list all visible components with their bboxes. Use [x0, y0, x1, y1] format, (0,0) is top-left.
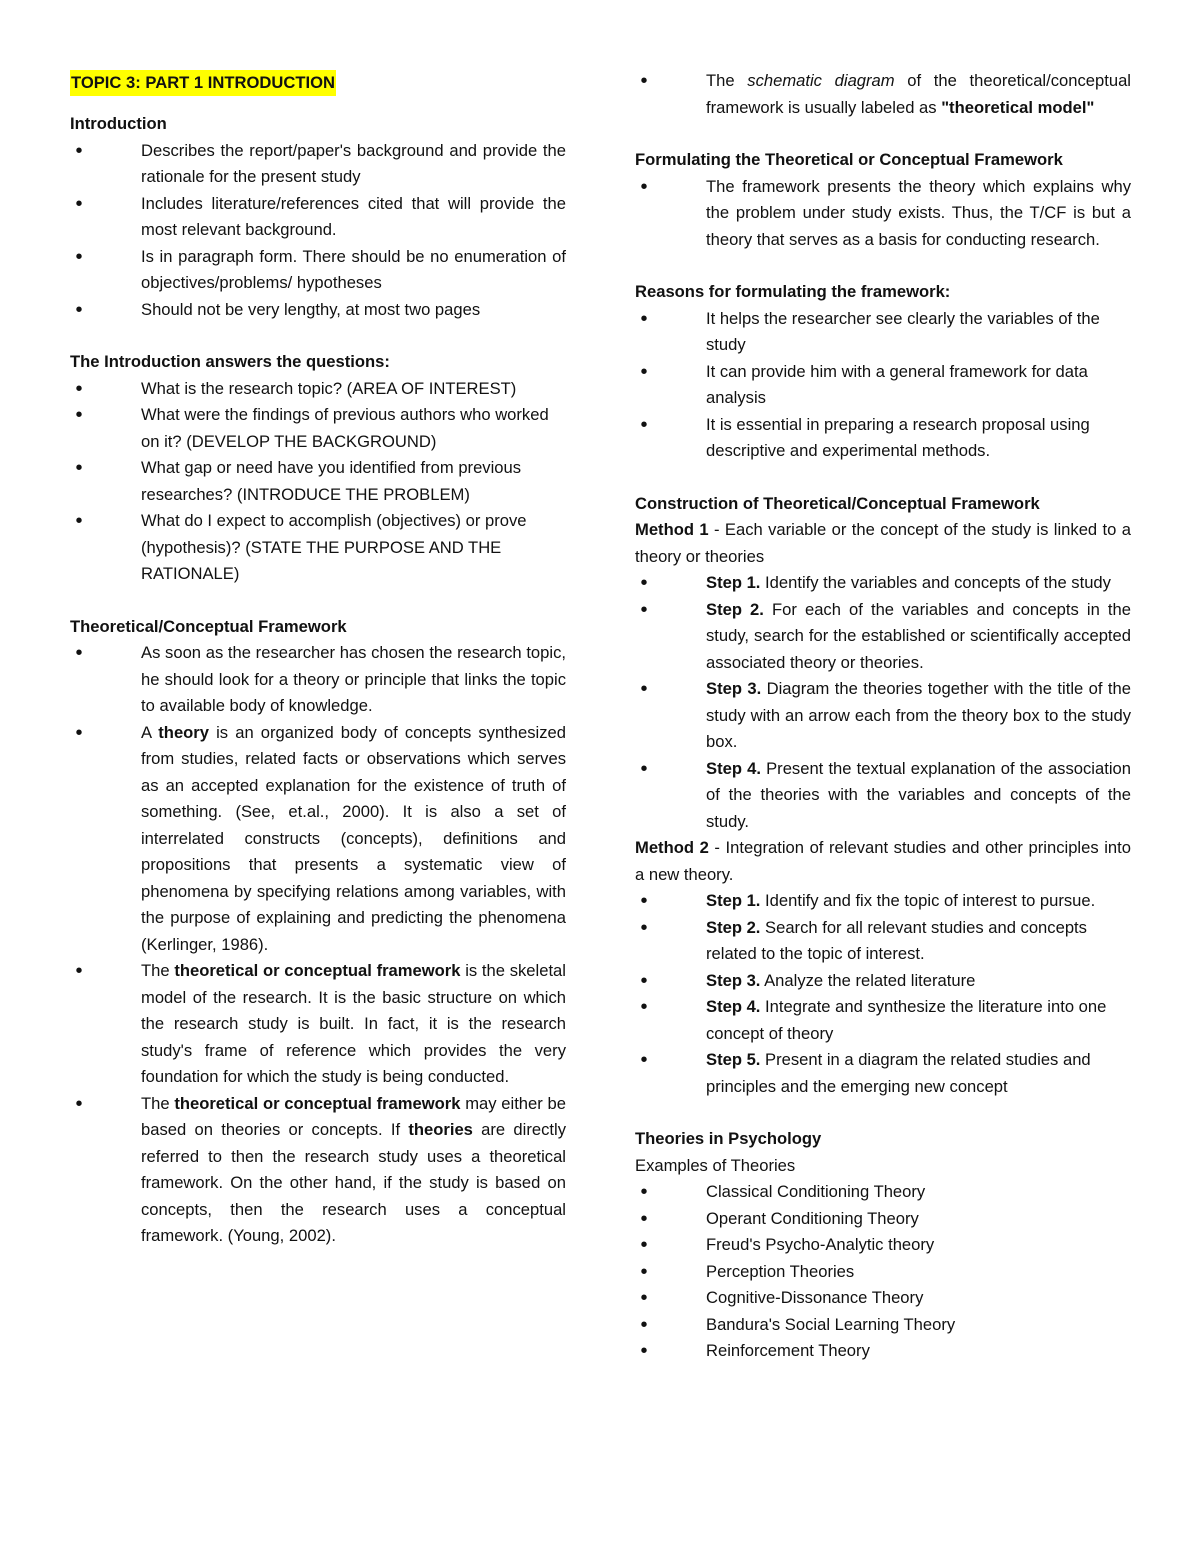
list-item: • Is in paragraph form. There should be no enumeration of objectives/problems/ hypotheses: [70, 244, 566, 297]
list-item: • Operant Conditioning Theory: [635, 1206, 1131, 1233]
construction-heading: Construction of Theoretical/Conceptual Framework: [635, 493, 1040, 513]
list-item: • Step 4. Integrate and synthesize the literature into one concept of theory: [635, 994, 1131, 1047]
construction-section: [635, 491, 1131, 1101]
questions-list: [70, 376, 566, 588]
introduction-heading: Introduction: [70, 114, 167, 133]
list-item: • Step 5. Present in a diagram the related studies and principles and the emerging new concept: [635, 1047, 1131, 1100]
list-item: • Step 1. Identify the variables and concepts of the study: [635, 570, 1131, 597]
list-item: • Includes literature/references cited that will provide the most relevant background.: [70, 191, 566, 244]
list-item: • What is the research topic? (AREA OF INTEREST): [70, 376, 566, 403]
list-item: • Classical Conditioning Theory: [635, 1179, 1131, 1206]
introduction-section: [70, 111, 566, 323]
list-item: • It can provide him with a general framework for data analysis: [635, 359, 1131, 412]
theories-heading: Theories in Psychology: [635, 1129, 822, 1148]
schematic-list: [635, 68, 1131, 121]
list-item: • Should not be very lengthy, at most two pages: [70, 297, 566, 324]
method2-paragraph: Method 2 - Integration of relevant studies and other principles into a new theory.: [635, 838, 1131, 884]
framework-section: [70, 614, 566, 1250]
reasons-list: [635, 306, 1131, 465]
list-item: • Step 2. For each of the variables and concepts in the study, search for the established or scientifically accepted associated theory or theories.: [635, 597, 1131, 677]
formulating-section: [635, 147, 1131, 253]
list-item: • What gap or need have you identified from previous researches? (INTRODUCE THE PROBLEM): [70, 455, 566, 508]
list-item: • What do I expect to accomplish (objectives) or prove (hypothesis)? (STATE THE PURPOSE AND THE RATIONALE): [70, 508, 566, 588]
list-item: • Step 1. Identify and fix the topic of interest to pursue.: [635, 888, 1131, 915]
formulating-heading: Formulating the Theoretical or Conceptual Framework: [635, 150, 1063, 169]
method2-steps: [635, 888, 1131, 1100]
reasons-section: [635, 279, 1131, 465]
list-item: • Step 2. Search for all relevant studies and concepts related to the topic of interest.: [635, 915, 1131, 968]
reasons-heading: Reasons for formulating the framework:: [635, 282, 951, 301]
list-item: • Freud's Psycho-Analytic theory: [635, 1232, 1131, 1259]
left-column: [70, 70, 566, 1250]
page-title: TOPIC 3: PART 1 INTRODUCTION: [70, 70, 336, 96]
method1-steps: [635, 570, 1131, 835]
right-column: [635, 68, 1131, 1365]
list-item: • The framework presents the theory which explains why the problem under study exists. Thus, the T/CF is but a theory that serves as a basis for conducting research.: [635, 174, 1131, 254]
introduction-list: [70, 138, 566, 324]
list-item: • The theoretical or conceptual framework is the skeletal model of the research. It is the basic structure on which the research study is built. In fact, it is the research study's frame of reference which provides the very foundation for which the study is being conducted.: [70, 958, 566, 1091]
questions-section: [70, 349, 566, 588]
list-item: • A theory is an organized body of concepts synthesized from studies, related facts or observations which serves as an accepted explanation for the existence of truth of something. (See, et.al., 2000). It is also a set of interrelated constructs (concepts), definitions and propositions that presents a systematic view of phenomena by specifying relations among variables, with the purpose of explaining and predicting the phenomena (Kerlinger, 1986).: [70, 720, 566, 959]
theories-section: [635, 1126, 1131, 1365]
list-item: • Perception Theories: [635, 1259, 1131, 1286]
list-item: • Cognitive-Dissonance Theory: [635, 1285, 1131, 1312]
formulating-list: [635, 174, 1131, 254]
list-item: • The theoretical or conceptual framework may either be based on theories or concepts. If theories are directly referred to then the research study uses a theoretical framework. On the other hand, if the study is based on concepts, then the research uses a conceptual framework. (Young, 2002).: [70, 1091, 566, 1250]
list-item: • Step 3. Analyze the related literature: [635, 968, 1131, 995]
list-item: • Reinforcement Theory: [635, 1338, 1131, 1365]
list-item: • Bandura's Social Learning Theory: [635, 1312, 1131, 1339]
framework-heading: Theoretical/Conceptual Framework: [70, 616, 347, 636]
list-item: • The schematic diagram of the theoretical/conceptual framework is usually labeled as "theoretical model": [635, 68, 1131, 121]
list-item: • It is essential in preparing a research proposal using descriptive and experimental methods.: [635, 412, 1131, 465]
list-item: • It helps the researcher see clearly the variables of the study: [635, 306, 1131, 359]
questions-heading: The Introduction answers the questions:: [70, 352, 390, 371]
method1-paragraph: Method 1 - Each variable or the concept of the study is linked to a theory or theories: [635, 520, 1132, 566]
theories-subheading: Examples of Theories: [635, 1155, 796, 1175]
list-item: • Describes the report/paper's background and provide the rationale for the present study: [70, 138, 566, 191]
theories-list: [635, 1179, 1131, 1365]
framework-list: [70, 640, 566, 1250]
list-item: • What were the findings of previous authors who worked on it? (DEVELOP THE BACKGROUND): [70, 402, 566, 455]
list-item: • As soon as the researcher has chosen the research topic, he should look for a theory or principle that links the topic to available body of knowledge.: [70, 640, 566, 720]
list-item: • Step 4. Present the textual explanation of the association of the theories with the variables and concepts of the study.: [635, 756, 1131, 836]
list-item: • Step 3. Diagram the theories together with the title of the study with an arrow each from the theory box to the study box.: [635, 676, 1131, 756]
